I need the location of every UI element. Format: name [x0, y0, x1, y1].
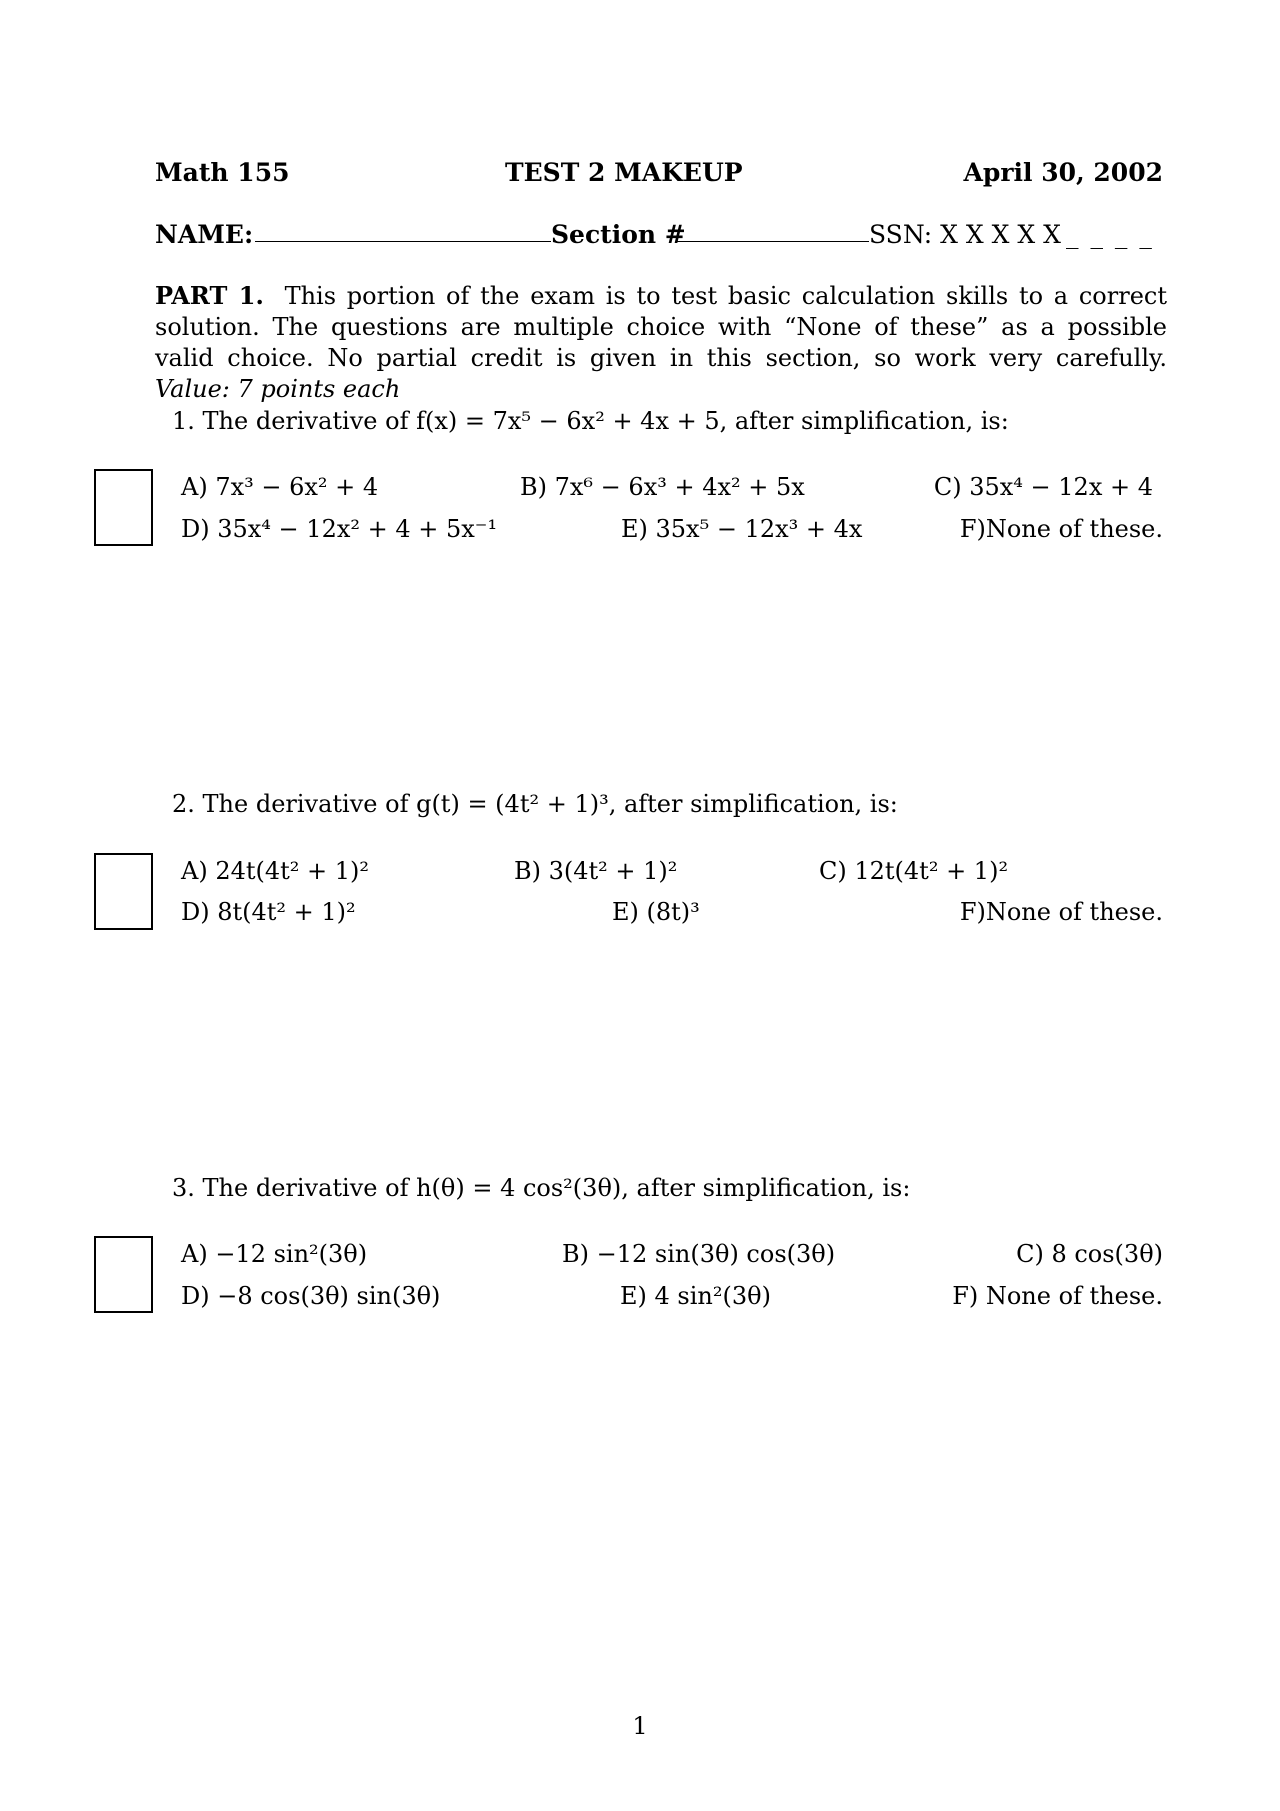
q1-choice-c: C) 35x⁴ − 12x + 4 [933, 473, 1153, 501]
ssn-blanks[interactable]: _ _ _ _ [1066, 220, 1154, 249]
part-text: This portion of the exam is to test basic calculation skills to a correct solution. The questions are multiple choice with “None of these” as a possible valid choice. No partial credit is given in this section, so work very carefully. [155, 282, 1167, 372]
q2-choice-e: E) (8t)³ [612, 898, 700, 926]
course-label: Math 155 [155, 158, 290, 187]
q2-choice-f: F)None of these. [959, 898, 1163, 926]
q3-choice-a: A) −12 sin²(3θ) [181, 1240, 368, 1268]
question-2-stem: 2. The derivative of g(t) = (4t² + 1)³, after simplification, is: [172, 790, 898, 818]
q2-choice-b: B) 3(4t² + 1)² [514, 857, 678, 885]
q1-choice-a: A) 7x³ − 6x² + 4 [181, 473, 379, 501]
test-date: April 30, 2002 [963, 158, 1163, 187]
section-label: Section # [551, 220, 686, 249]
ssn-label: SSN: X X X X X [869, 220, 1061, 249]
question-1-stem: 1. The derivative of f(x) = 7x⁵ − 6x² + 4x + 5, after simplification, is: [172, 407, 1009, 435]
section-field[interactable] [676, 241, 869, 242]
q2-choice-a: A) 24t(4t² + 1)² [181, 857, 370, 885]
q1-choice-d: D) 35x⁴ − 12x² + 4 + 5x⁻¹ [181, 515, 498, 543]
part-instructions [155, 280, 1167, 405]
question-2-answer-box[interactable] [94, 853, 153, 930]
q3-choice-b: B) −12 sin(3θ) cos(3θ) [562, 1240, 836, 1268]
name-label: NAME: [155, 220, 254, 249]
question-3-answer-box[interactable] [94, 1236, 153, 1313]
name-field[interactable] [255, 241, 551, 242]
q1-choice-b: B) 7x⁶ − 6x³ + 4x² + 5x [520, 473, 805, 501]
page-number: 1 [632, 1712, 648, 1740]
part-label: PART 1. [155, 281, 264, 310]
q2-choice-c: C) 12t(4t² + 1)² [819, 857, 1009, 885]
question-3-stem: 3. The derivative of h(θ) = 4 cos²(3θ), after simplification, is: [172, 1174, 911, 1202]
test-title: TEST 2 MAKEUP [505, 158, 743, 187]
q2-choice-d: D) 8t(4t² + 1)² [181, 898, 356, 926]
q3-choice-f: F) None of these. [952, 1282, 1163, 1310]
q3-choice-c: C) 8 cos(3θ) [1016, 1240, 1163, 1268]
q3-choice-e: E) 4 sin²(3θ) [620, 1282, 771, 1310]
q1-choice-e: E) 35x⁵ − 12x³ + 4x [621, 515, 863, 543]
part-value-note: Value: 7 points each [155, 375, 401, 403]
q1-choice-f: F)None of these. [959, 515, 1163, 543]
question-1-answer-box[interactable] [94, 469, 153, 546]
q3-choice-d: D) −8 cos(3θ) sin(3θ) [181, 1282, 441, 1310]
